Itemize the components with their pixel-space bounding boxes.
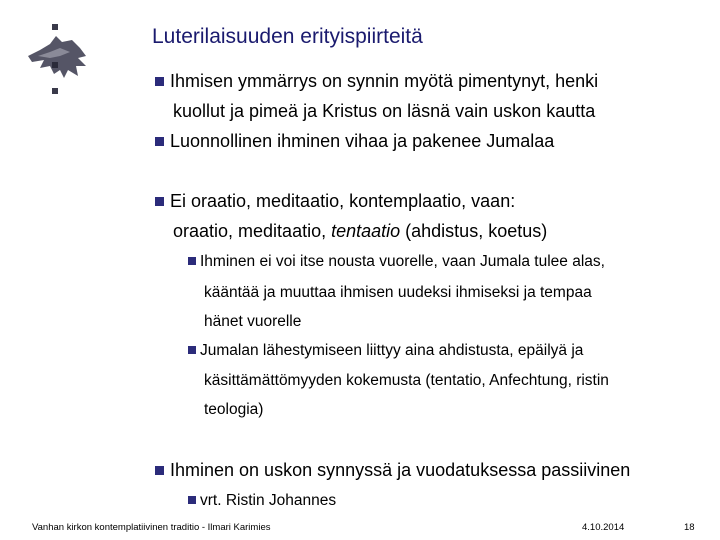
footer-date: 4.10.2014 xyxy=(582,522,625,533)
sub-bullet-1-continuation-2: hänet vuorelle xyxy=(204,313,302,330)
bullet-1-text: Ihmisen ymmärrys on synnin myötä pimentynyt, henki xyxy=(170,71,599,91)
sub-bullet-2-continuation-1: käsittämättömyyden kokemusta (tentatio, Anfechtung, ristin xyxy=(204,372,609,389)
bullet-3-emphasis: tentaatio xyxy=(331,221,401,241)
bullet-1-continuation: kuollut ja pimeä ja Kristus on läsnä vain uskon kautta xyxy=(173,101,596,121)
bullet-3-part-a: oraatio, meditaatio, xyxy=(173,221,332,241)
bullet-1 xyxy=(155,68,598,94)
bullet-2 xyxy=(155,128,554,154)
square-bullet-icon xyxy=(155,466,164,475)
sub-bullet-1-continuation-1: kääntää ja muuttaa ihmisen uudeksi ihmiseksi ja tempaa xyxy=(204,284,592,301)
bullet-4 xyxy=(155,457,630,483)
page-number: 18 xyxy=(684,522,695,533)
footer-text: Vanhan kirkon kontemplatiivinen traditio - Ilmari Karimies xyxy=(32,522,271,533)
sub-bullet-1-text: Ihminen ei voi itse nousta vuorelle, vaan Jumala tulee alas, xyxy=(200,253,605,270)
bullet-3-continuation xyxy=(173,218,547,244)
bullet-4-text: Ihminen on uskon synnyssä ja vuodatuksessa passiivinen xyxy=(170,460,631,480)
bullet-2-text: Luonnollinen ihminen vihaa ja pakenee Jumalaa xyxy=(170,131,555,151)
university-logo-icon xyxy=(20,22,92,98)
square-bullet-icon xyxy=(188,496,196,504)
bullet-3-text: Ei oraatio, meditaatio, kontemplaatio, vaan: xyxy=(170,191,516,211)
square-bullet-icon xyxy=(155,137,164,146)
square-bullet-icon xyxy=(188,346,196,354)
square-bullet-icon xyxy=(155,77,164,86)
bullet-3-part-b: (ahdistus, koetus) xyxy=(400,221,548,241)
sub-bullet-3-text: vrt. Ristin Johannes xyxy=(200,492,337,509)
square-bullet-icon xyxy=(155,197,164,206)
sub-bullet-2 xyxy=(188,340,583,362)
bullet-3 xyxy=(155,188,515,214)
sub-bullet-2-continuation-2: teologia) xyxy=(204,401,264,418)
square-bullet-icon xyxy=(188,257,196,265)
sub-bullet-1 xyxy=(188,251,605,273)
slide-title: Luterilaisuuden erityispiirteitä xyxy=(152,25,423,48)
sub-bullet-3 xyxy=(188,490,336,512)
sub-bullet-2-text: Jumalan lähestymiseen liittyy aina ahdistusta, epäilyä ja xyxy=(200,342,584,359)
